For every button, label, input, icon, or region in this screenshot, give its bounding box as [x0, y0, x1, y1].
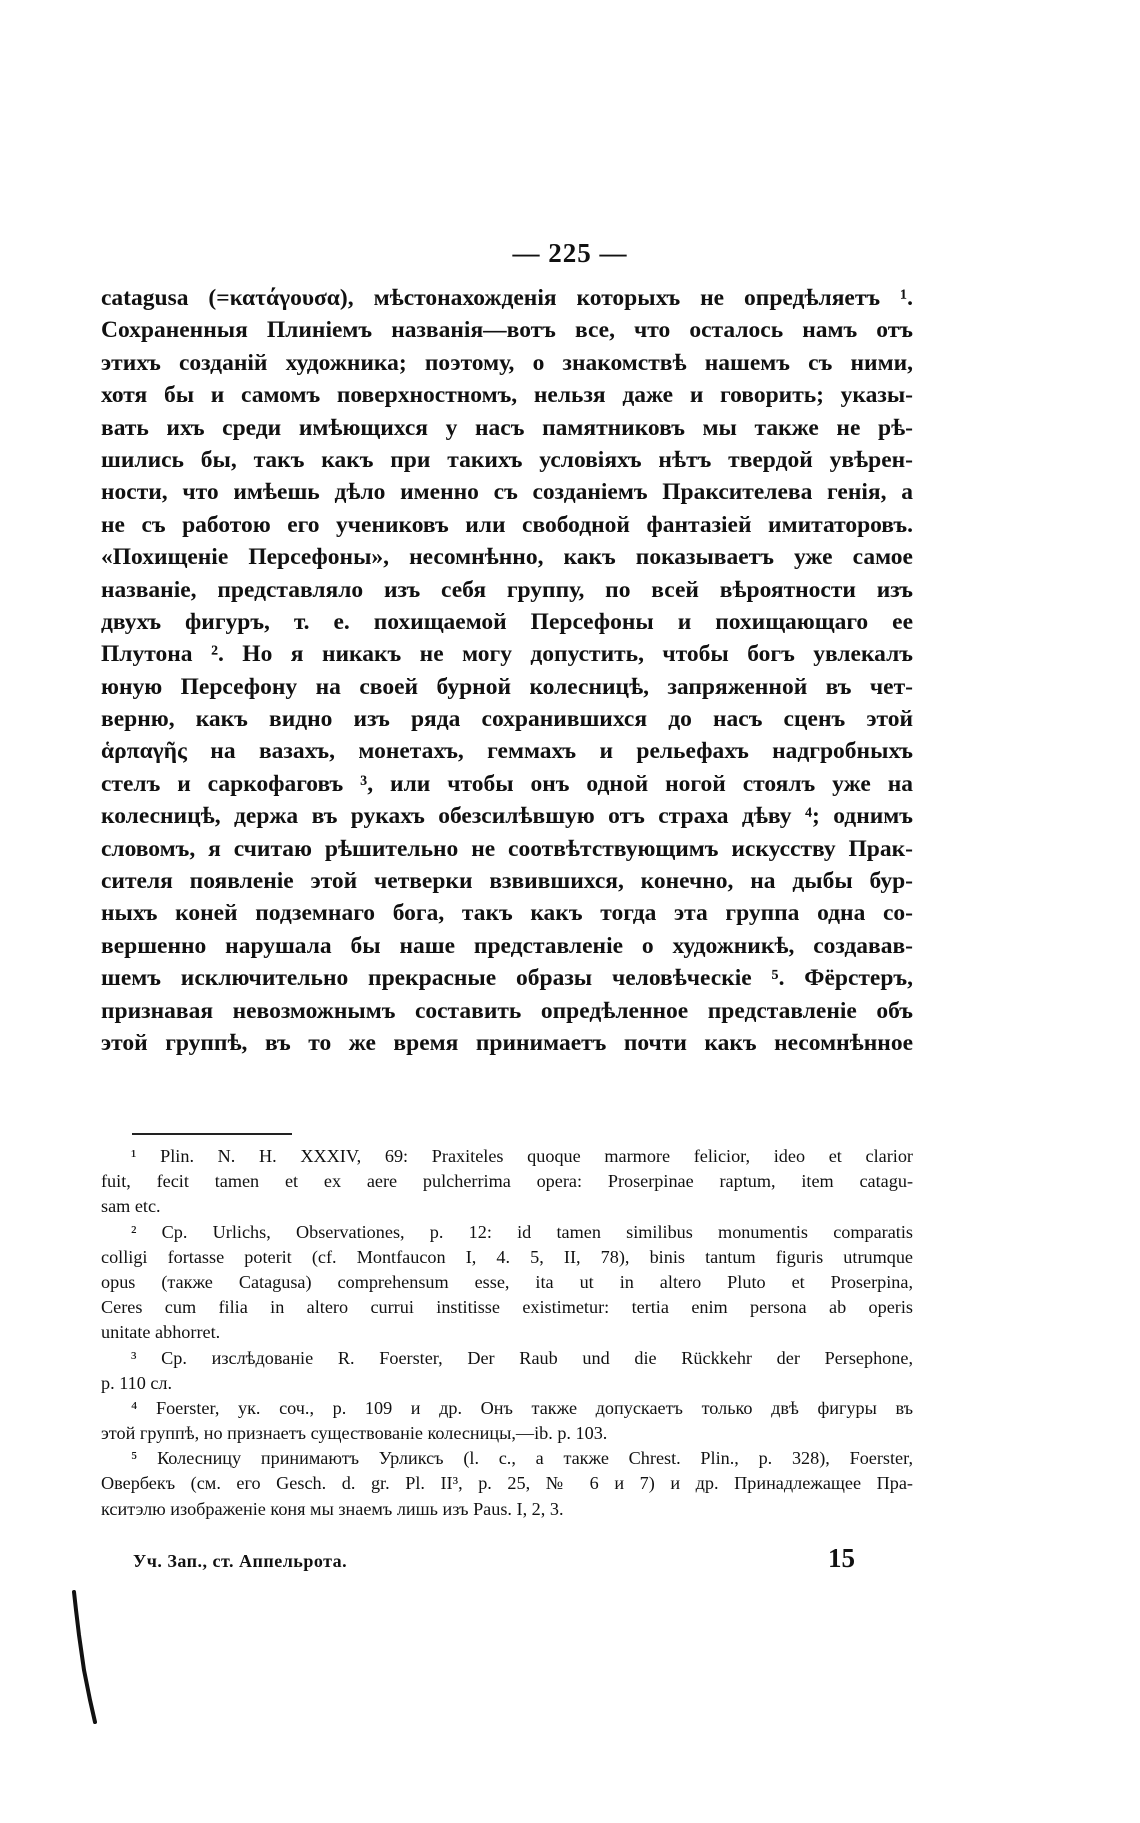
text-line: шились бы, такъ какъ при такихъ условіяхъ нѣтъ твердой увѣрен-	[101, 446, 913, 473]
footnote-line: ² Cp. Urlichs, Observationes, p. 12: id tamen similibus monumentis comparatis	[131, 1221, 913, 1242]
text-line: ности, что имѣешь дѣло именно съ созданіемъ Праксителева генія, а	[101, 479, 913, 506]
text-line: этихъ созданій художника; поэтому, о знакомствѣ нашемъ съ ними,	[101, 349, 913, 376]
text-line: Плутона ². Но я никакъ не могу допустить, чтобы богъ увлекалъ	[101, 641, 913, 668]
text-line: верню, какъ видно изъ ряда сохранившихся до насъ сценъ этой	[101, 706, 913, 733]
footnote-line: fuit, fecit tamen et ex aere pulcherrima opera: Proserpinae raptum, item catagu-	[101, 1171, 913, 1192]
text-line: юную Персефону на своей бурной колесницѣ, запряженной въ чет-	[101, 673, 913, 700]
text-line: хотя бы и самомъ поверхностномъ, нельзя даже и говорить; указы-	[101, 382, 913, 409]
text-line: названіе, представляло изъ себя группу, по всей вѣроятности изъ	[101, 576, 913, 603]
footnote-line: sam etc.	[101, 1196, 161, 1217]
footnote-divider	[132, 1133, 292, 1135]
footnote-line: unitate abhorret.	[101, 1322, 221, 1343]
footnote-line: Овербекъ (см. его Gesch. d. gr. Pl. II³, p. 25, № 6 и 7) и др. Принадлежащее Пра-	[101, 1473, 913, 1494]
text-line: словомъ, я считаю рѣшительно не соотвѣтствующимъ искусству Прак-	[101, 835, 913, 862]
footnote-line: ⁵ Колесницу принимаютъ Урликсъ (l. c., а также Chrest. Plin., p. 328), Foerster,	[131, 1448, 913, 1469]
main-text	[101, 282, 913, 1059]
footnote-line: ¹ Plin. N. H. XXXIV, 69: Praxiteles quoque marmore felicior, ideo et clarior	[131, 1146, 913, 1166]
footnote-line: ⁴ Foerster, ук. соч., p. 109 и др. Онъ также допускаетъ только двѣ фигуры въ	[131, 1397, 913, 1418]
text-line: ἁρπαγῆς на вазахъ, монетахъ, геммахъ и рельефахъ надгробныхъ	[101, 738, 913, 765]
text-line: сителя появленіе этой четверки взвившихся, конечно, на дыбы бур-	[101, 868, 913, 895]
text-line: вершенно нарушала бы наше представленіе о художникѣ, создавав-	[101, 932, 913, 959]
page-number: — 225 —	[512, 238, 628, 268]
margin-line-mark	[70, 1590, 100, 1725]
footnote-line: p. 110 сл.	[101, 1372, 173, 1393]
footnotes	[101, 1144, 913, 1522]
text-line: этой группѣ, въ то же время принимаетъ почти какъ несомнѣнное	[101, 1029, 913, 1056]
text-line: catagusa (=κατάγουσα), мѣстонахожденія которыхъ не опредѣляетъ ¹.	[101, 285, 913, 311]
text-line: двухъ фигуръ, т. е. похищаемой Персефоны и похищающаго ее	[101, 608, 913, 635]
footnote-line: ³ Cp. изслѣдованіе R. Foerster, Der Raub und die Rückkehr der Persephone,	[131, 1347, 913, 1368]
footnote-line: colligi fortasse poterit (cf. Montfaucon I, 4. 5, II, 78), binis tantum figuris utrumque	[101, 1246, 913, 1267]
footnote-line: кситэлю изображеніе коня мы знаемъ лишь изъ Paus. I, 2, 3.	[101, 1498, 564, 1519]
footnote-line: opus (также Catagusa) comprehensum esse, ita ut in altero Pluto et Proserpina,	[101, 1271, 913, 1292]
text-line: стелъ и саркофаговъ ³, или чтобы онъ одной ногой стоялъ уже на	[101, 770, 913, 797]
text-line: колесницѣ, держа въ рукахъ обезсилѣвшую отъ страха дѣву ⁴; однимъ	[101, 803, 913, 830]
text-line: вать ихъ среди имѣющихся у насъ памятниковъ мы также не рѣ-	[101, 414, 913, 441]
footnote-line: Ceres cum filia in altero currui institisse existimetur: tertia enim persona ab operis	[101, 1297, 913, 1318]
text-line: Сохраненныя Плиніемъ названія—вотъ все, что осталось намъ отъ	[101, 317, 913, 344]
page-footer	[133, 1543, 855, 1574]
text-line: шемъ исключительно прекрасные образы человѣческіе ⁵. Фёрстеръ,	[101, 965, 913, 992]
text-line: признавая невозможнымъ составить опредѣленное представленіе объ	[101, 997, 913, 1024]
signature-mark: 15	[828, 1543, 855, 1573]
text-line: «Похищеніе Персефоны», несомнѣнно, какъ показываетъ уже самое	[101, 544, 913, 571]
footnote-line: этой группѣ, но признаетъ существованіе колесницы,—ib. p. 103.	[101, 1423, 608, 1444]
source-note: Уч. Зап., ст. Аппельрота.	[133, 1551, 348, 1571]
text-line: ныхъ коней подземнаго бога, такъ какъ тогда эта группа одна со-	[101, 900, 913, 927]
text-line: не съ работою его учениковъ или свободной фантазіей имитаторовъ.	[101, 511, 913, 538]
